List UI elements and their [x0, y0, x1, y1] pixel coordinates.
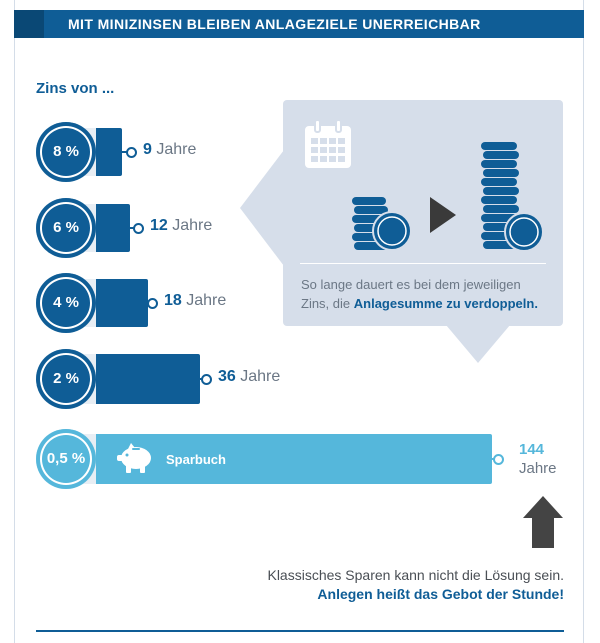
bar-end-marker: [147, 298, 158, 309]
axis-caption: Zins von ...: [36, 80, 115, 97]
bar-end-marker: [133, 223, 144, 234]
bar-end-marker: [126, 147, 137, 158]
data-label-unit: Jahre: [519, 460, 557, 477]
footer-text: [267, 566, 564, 604]
data-label: [218, 368, 280, 386]
up-arrow-icon: [523, 496, 563, 518]
info-caption-line-1: So lange dauert es bei dem jeweiligen: [301, 277, 521, 292]
info-caption-highlight: Anlagesumme zu verdoppeln.: [353, 296, 538, 311]
data-label-value: 144: [519, 441, 545, 458]
bottom-rule: [36, 630, 564, 632]
rate-circle: [36, 349, 96, 409]
data-label: [164, 292, 226, 310]
data-label-value: 36: [218, 368, 236, 385]
rate-circle: [36, 273, 96, 333]
tick-label: 4 %: [53, 294, 79, 311]
data-label: [143, 141, 196, 159]
data-label-unit: Jahre: [151, 141, 197, 158]
data-label-value: 9: [143, 141, 152, 158]
rate-circle: [36, 198, 96, 258]
data-label: [150, 217, 212, 235]
tick-label: 6 %: [53, 219, 79, 236]
tick-label: 0,5 %: [46, 450, 86, 467]
chart-title: MIT MINIZINSEN BLEIBEN ANLAGEZIELE UNERREICHBAR: [68, 16, 481, 32]
info-caption-text: Zins, die: [301, 296, 354, 311]
bar-end-marker: [493, 454, 504, 465]
footer-line-1: Klassisches Sparen kann nicht die Lösung sein.: [267, 567, 564, 583]
piggy-bank-icon: [116, 443, 156, 475]
data-label-value: 12: [150, 217, 168, 234]
tick-label: 2 %: [53, 370, 79, 387]
bar-end-marker: [201, 374, 212, 385]
rate-circle: [36, 122, 96, 182]
data-label: [519, 440, 557, 478]
data-label-unit: Jahre: [235, 368, 281, 385]
data-label-value: 18: [164, 292, 182, 309]
data-label-unit: Jahre: [167, 217, 213, 234]
up-arrow-shaft: [532, 517, 554, 548]
tick-label: 8 %: [53, 143, 79, 160]
bar-label: Sparbuch: [166, 452, 226, 467]
data-label-unit: Jahre: [181, 292, 227, 309]
rate-circle: [36, 429, 96, 489]
footer-line-2: Anlegen heißt das Gebot der Stunde!: [317, 586, 564, 602]
